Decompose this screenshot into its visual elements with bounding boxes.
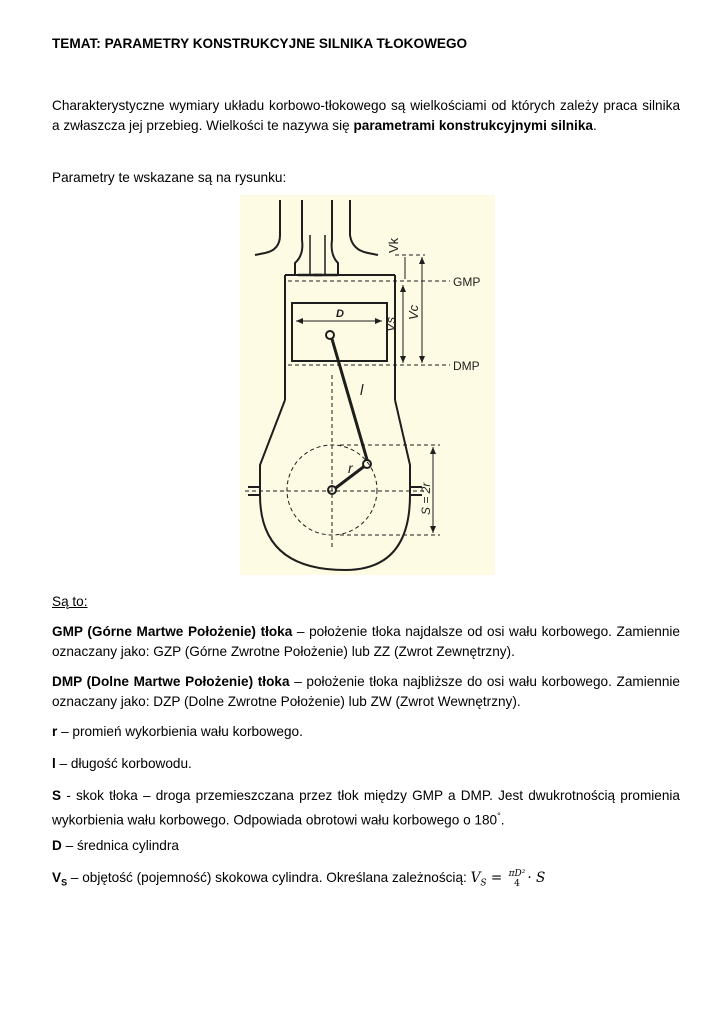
vk-label: Vk [386, 237, 401, 253]
item-vs-term-sub: S [61, 877, 68, 888]
item-s-end: . [500, 812, 505, 828]
engine-diagram [240, 195, 495, 575]
item-vs [52, 868, 680, 894]
item-dmp [52, 672, 680, 712]
dmp-label: DMP [453, 359, 480, 373]
item-s [52, 786, 680, 831]
s-label: S = 2r [419, 482, 433, 515]
vs-label: Vs [383, 316, 398, 332]
item-r-term: r [52, 724, 58, 739]
page-title: TEMAT: PARAMETRY KONSTRUKCYJNE SILNIKA TŁOKOWEGO [52, 36, 468, 51]
intro-bold-term: parametrami konstrukcyjnymi silnika [353, 118, 593, 133]
intro-end: . [592, 118, 597, 133]
crankpin [363, 460, 371, 468]
formula-rhs: · S [527, 870, 546, 886]
item-l-text: – długość korbowodu. [55, 756, 192, 771]
vc-label: Vc [406, 304, 421, 320]
item-gmp-text: – położenie tłoka najdalsze od osi wału korbowego. Zamiennie oznaczany jako: GZP (Górne Zwrotne Położenie) lub ZZ (Zwrot Zewnętrzny). [52, 624, 680, 659]
r-label: r [348, 460, 353, 476]
formula-numerator: πD² [508, 868, 526, 879]
item-l [52, 754, 680, 774]
item-dmp-text: – położenie tłoka najbliższe do osi wału korbowego. Zamiennie oznaczany jako: DZP (Dolne Zwrotne Położenie) lub ZW (Zwrot Wewnętrzny). [52, 674, 680, 709]
item-r-text: – promień wykorbienia wału korbowego. [57, 724, 303, 739]
l-label: l [360, 382, 364, 399]
intro-text: Charakterystyczne wymiary układu korbowo-tłokowego są wielkościami od których zależy praca silnika a zwłaszcza jej przebieg. Wielkości te nazywa się [52, 98, 680, 133]
d-label: D [336, 308, 344, 320]
item-d-text: – średnica cylindra [61, 838, 179, 853]
vs-formula [470, 868, 546, 889]
item-d-term: D [52, 838, 62, 853]
item-s-degree: ° [497, 811, 501, 821]
figure-intro: Parametry te wskazane są na rysunku: [52, 170, 287, 185]
item-s-text: - skok tłoka – droga przemieszczana przez tłok między GMP a DMP. Jest dwukrotnością promienia wykorbienia wału korbowego. Odpowiada obrotowi wału korbowego o 180 [52, 788, 680, 828]
piston-pin [326, 331, 334, 339]
formula-eq: = [486, 870, 507, 886]
formula-lhs-sub: S [480, 878, 487, 889]
list-intro: Są to: [52, 594, 88, 609]
item-gmp [52, 622, 680, 662]
formula-denominator: 4 [514, 878, 520, 889]
item-s-term: S [52, 788, 62, 803]
item-l-term: l [52, 756, 56, 771]
formula-lhs: V [470, 870, 481, 886]
item-dmp-term: DMP (Dolne Martwe Położenie) tłoka [52, 674, 290, 689]
item-vs-text: – objętość (pojemność) skokowa cylindra. Określana zależnością: [67, 870, 471, 885]
item-r [52, 722, 680, 742]
formula-fraction [509, 869, 526, 889]
item-d [52, 836, 680, 856]
item-vs-term: V [52, 870, 62, 885]
intro-paragraph [52, 96, 680, 136]
gmp-label: GMP [453, 275, 481, 289]
item-gmp-term: GMP (Górne Martwe Położenie) tłoka [52, 624, 293, 639]
